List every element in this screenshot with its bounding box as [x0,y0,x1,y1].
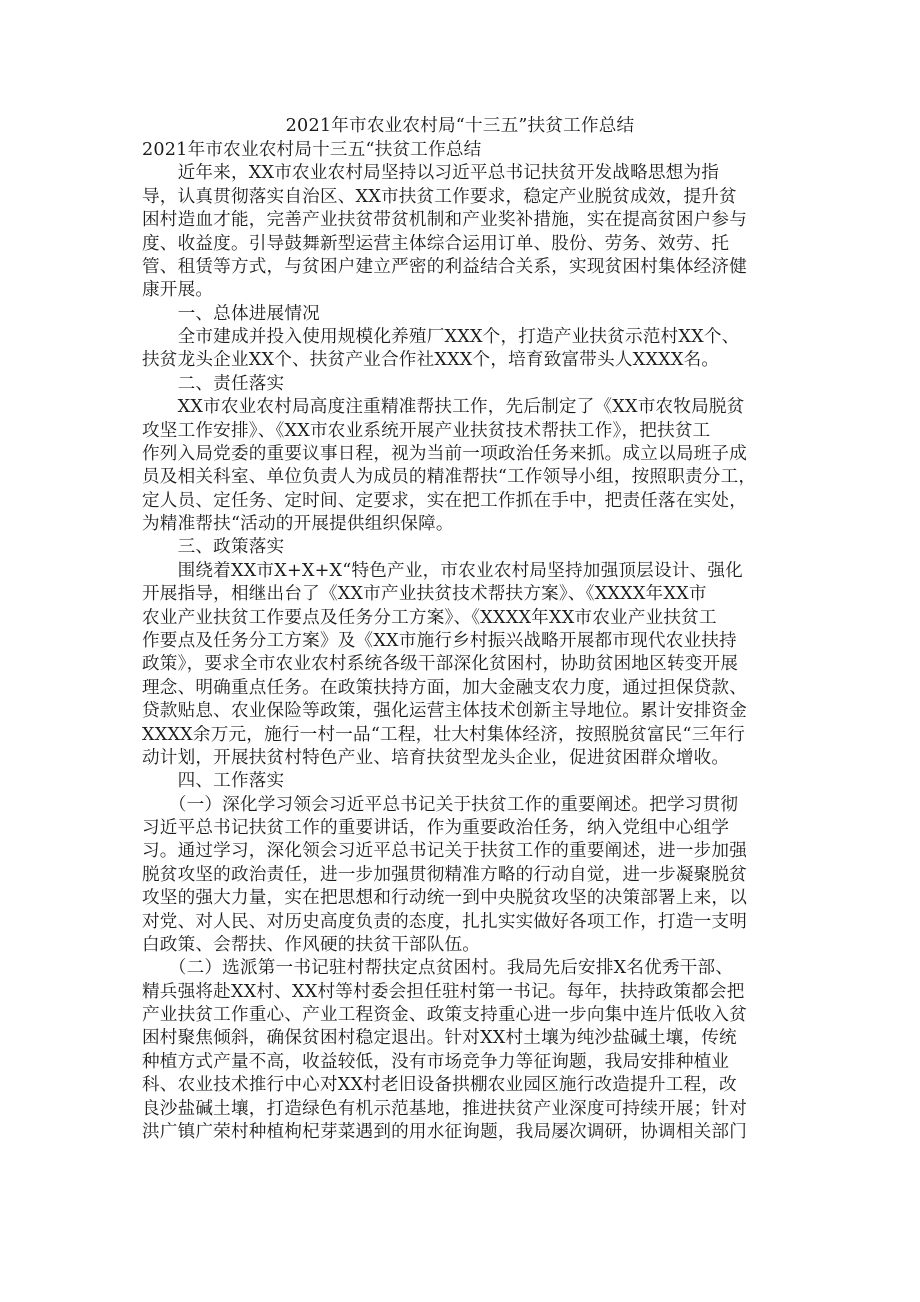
body-line: 习近平总书记扶贫工作的重要讲话，作为重要政治任务，纳入党组中心组学 [142,818,730,839]
body-line: 度、收益度。引导鼓舞新型运营主体综合运用订单、股份、劳务、效劳、托 [142,233,730,254]
body-line: 管、租赁等方式，与贫困户建立严密的利益结合关系，实现贫困村集体经济健 [142,256,747,277]
body-line: 脱贫攻坚的政治责任，进一步加强贯彻精准方略的行动自觉，进一步凝聚脱贫 [142,864,747,885]
body-line: 一、总体进展情况 [142,303,320,324]
body-line: 全市建成并投入使用规模化养殖厂XXX个，打造产业扶贫示范村XX个、 [142,327,740,348]
body-line: 开展指导，相继出台了《XX市产业扶贫技术帮扶方案》、《XXXX年XX市 [142,584,707,605]
body-line: 白政策、会帮扶、作风硬的扶贫干部队伍。 [142,934,481,955]
body-line: 攻坚的强大力量，实在把思想和行动统一到中央脱贫攻坚的决策部署上来，以 [142,888,747,909]
body-line: 洪广镇广荣村种植枸杞芽菜遇到的用水征询题，我局屡次调研，协调相关部门 [142,1121,747,1142]
body-line: （二）选派第一书记驻村帮扶定点贫困村。我局先后安排X名优秀干部、 [142,958,734,979]
body-line: 作要点及任务分工方案》及《XX市施行乡村振兴战略开展都市现代农业扶持 [142,630,737,651]
body-line: （一）深化学习领会习近平总书记关于扶贫工作的重要阐述。把学习贯彻 [142,794,739,815]
body-line: 种植方式产量不高，收益较低，没有市场竞争力等征询题，我局安排种植业 [142,1051,730,1072]
body-line: 习。通过学习，深化领会习近平总书记关于扶贫工作的重要阐述，进一步加强 [142,841,747,862]
document-title: 2021年市农业农村局“十三五”扶贫工作总结 [285,116,635,136]
body-line: 困村聚焦倾斜，确保贫困村稳定退出。针对XX村土壤为纯沙盐碱土壤，传统 [142,1028,737,1049]
body-line: 2021年市农业农村局十三五“扶贫工作总结 [142,140,482,160]
body-line: 员及相关科室、单位负责人为成员的精准帮扶“工作领导小组，按照职责分工， [142,467,757,488]
body-line: 困村造血才能，完善产业扶贫带贫机制和产业奖补措施，实在提高贫困户参与 [142,210,747,231]
body-line: 近年来，XX市农业农村局坚持以习近平总书记扶贫开发战略思想为指 [142,163,720,184]
body-line: 贷款贴息、农业保险等政策，强化运营主体技术创新主导地位。累计安排资金 [142,701,747,722]
body-line: XX市农业农村局高度注重精准帮扶工作，先后制定了《XX市农牧局脱贫 [142,397,745,418]
body-line: 农业产业扶贫工作要点及任务分工方案》、《XXXX年XX市农业产业扶贫工 [142,607,717,628]
body-line: 攻坚工作安排》、《XX市农业系统开展产业扶贫技术帮扶工作》，把扶贫工 [142,420,711,441]
body-line: 良沙盐碱土壤，打造绿色有机示范基地，推进扶贫产业深度可持续开展；针对 [142,1098,747,1119]
body-line: 二、责任落实 [142,373,285,394]
body-line: 作列入局党委的重要议事日程，视为当前一项政治任务来抓。成立以局班子成 [142,443,747,464]
body-line: 对党、对人民、对历史高度负责的态度，扎扎实实做好各项工作，打造一支明 [142,911,747,932]
body-line: 康开展。 [142,280,214,301]
body-line: 科、农业技术推行中心对XX村老旧设备拱棚农业园区施行改造提升工程，改 [142,1075,737,1096]
body-line: 定人员、定任务、定时间、定要求，实在把工作抓在手中，把责任落在实处， [142,490,747,511]
body-line: 政策》，要求全市农业农村系统各级干部深化贫困村，协助贫困地区转变开展 [142,654,739,675]
body-line: XXXX余万元，施行一村一品“工程，壮大村集体经济，按照脱贫富民“三年行 [142,724,746,745]
body-line: 动计划，开展扶贫村特色产业、培育扶贫型龙头企业，促进贫困群众增收。 [142,747,730,768]
body-line: 产业扶贫工作重心、产业工程资金、政策支持重心进一步向集中连片低收入贫 [142,1005,747,1026]
body-line: 理念、明确重点任务。在政策扶持方面，加大金融支农力度，通过担保贷款、 [142,677,747,698]
body-line: 围绕着XX市X+X+X“特色产业，市农业农村局坚持加强顶层设计、强化 [142,560,743,581]
body-line: 三、政策落实 [142,537,285,558]
body-line: 精兵强将赴XX村、XX村等村委会担任驻村第一书记。每年，扶持政策都会把 [142,981,745,1002]
body-line: 扶贫龙头企业XX个、扶贫产业合作社XXX个，培育致富带头人XXXX名。 [142,350,720,371]
body-line: 导，认真贯彻落实自治区、XX市扶贫工作要求，稳定产业脱贫成效，提升贫 [142,186,737,207]
body-line: 四、工作落实 [142,771,285,792]
body-line: 为精准帮扶“活动的开展提供组织保障。 [142,514,454,535]
